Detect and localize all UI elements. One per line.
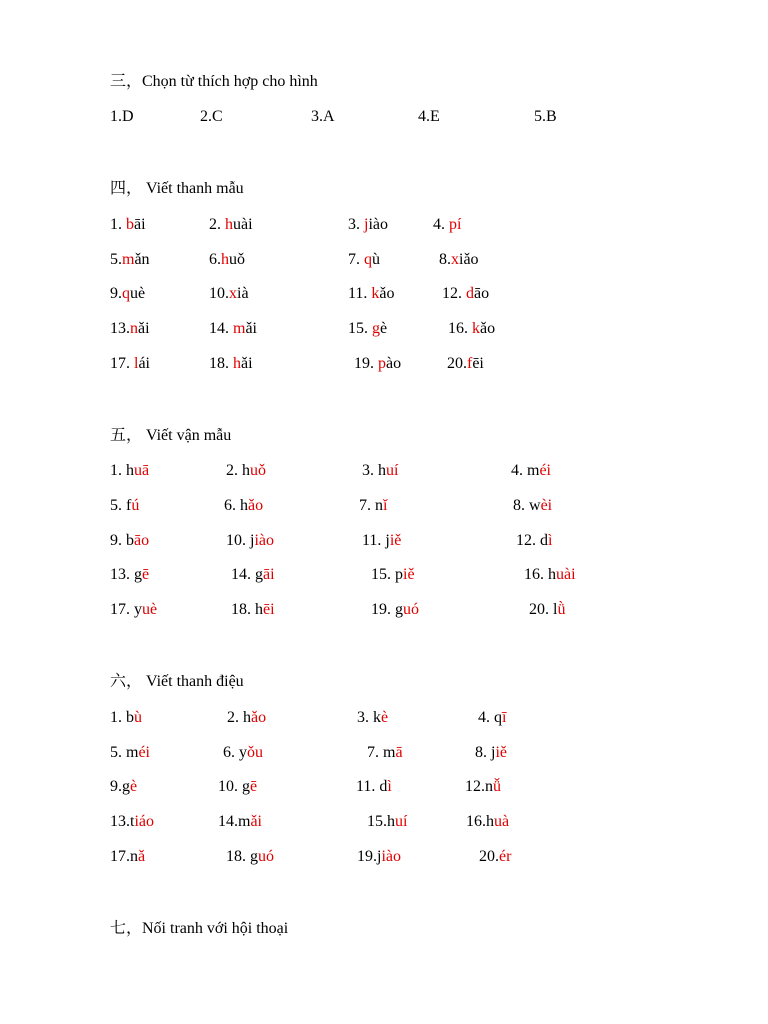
answer-text: āi <box>134 216 146 233</box>
answer-text: ǎi <box>245 320 257 337</box>
answer-highlight: p <box>449 216 457 233</box>
answer-text: 5.B <box>534 108 557 125</box>
answer-text: 8. w <box>513 497 541 514</box>
answer-highlight: uā <box>134 462 150 479</box>
answer-highlight: h <box>233 355 241 372</box>
answer-item <box>209 250 245 270</box>
answer-item <box>529 600 565 620</box>
answer-text: 5. <box>110 251 122 268</box>
answer-highlight: ǚ <box>493 778 501 795</box>
answer-text: 7. m <box>367 744 396 761</box>
answer-text: ào <box>386 355 402 372</box>
answer-item <box>227 708 266 728</box>
section-heading: 六， Viết thanh điệu <box>110 673 244 690</box>
answer-highlight: ǎi <box>250 813 262 830</box>
answer-text: 8. j <box>475 744 496 761</box>
answer-text: 7. <box>348 251 364 268</box>
answer-highlight: k <box>472 320 480 337</box>
answer-item <box>348 284 395 304</box>
answer-text: ià <box>237 285 249 302</box>
answer-item <box>226 531 274 551</box>
answer-item <box>209 354 253 374</box>
answer-item <box>110 743 150 763</box>
answer-item <box>534 107 557 127</box>
answer-text: uài <box>233 216 253 233</box>
answer-item <box>513 496 552 516</box>
answer-highlight: h <box>225 216 233 233</box>
answer-item <box>466 812 509 832</box>
answer-text: 16. h <box>524 566 556 583</box>
answer-text: 19.j <box>357 848 382 865</box>
answer-item <box>110 565 149 585</box>
answer-text: 20. l <box>529 601 558 618</box>
answer-text: 14.m <box>218 813 251 830</box>
answer-highlight: q <box>122 285 130 302</box>
answer-text: 12.n <box>465 778 493 795</box>
answer-item <box>110 354 150 374</box>
answer-text: 13. g <box>110 566 142 583</box>
answer-item <box>110 461 149 481</box>
answer-text: ǎi <box>241 355 253 372</box>
answer-highlight: m <box>233 320 246 337</box>
answer-item <box>311 107 335 127</box>
answer-text: 9. b <box>110 532 134 549</box>
answer-highlight: iào <box>381 848 401 865</box>
answer-item <box>110 215 146 235</box>
answer-text: 2. <box>209 216 225 233</box>
answer-highlight: ú <box>131 497 140 514</box>
answer-text: 10. j <box>226 532 255 549</box>
answer-highlight: uó <box>258 848 274 865</box>
answer-highlight: è <box>381 709 389 726</box>
answer-item <box>447 354 484 374</box>
answer-text: 17.n <box>110 848 138 865</box>
answer-text: 4. <box>433 216 449 233</box>
answer-text: uè <box>130 285 146 302</box>
answer-highlight: iě <box>495 744 507 761</box>
answer-item <box>110 319 150 339</box>
answer-highlight: āo <box>134 532 150 549</box>
answer-text: 10. <box>209 285 229 302</box>
answer-text: 5. m <box>110 744 139 761</box>
answer-text: 15.h <box>367 813 395 830</box>
answer-item <box>348 215 388 235</box>
answer-text: iào <box>368 216 388 233</box>
answer-item <box>110 284 145 304</box>
answer-item <box>367 812 407 832</box>
answer-item <box>110 600 157 620</box>
answer-item <box>110 847 145 867</box>
answer-text: g <box>122 778 130 795</box>
answer-item <box>348 250 380 270</box>
answer-highlight: ǜ <box>557 601 566 618</box>
answer-highlight: uí <box>386 462 399 479</box>
answer-item <box>209 215 253 235</box>
answer-item <box>439 250 479 270</box>
answer-item <box>357 847 401 867</box>
answer-text: 5. f <box>110 497 132 514</box>
answer-text: 4.E <box>418 108 440 125</box>
answer-highlight: b <box>126 216 134 233</box>
answer-text: 2. h <box>227 709 251 726</box>
answer-highlight: p <box>378 355 386 372</box>
answer-text: ǎn <box>134 251 150 268</box>
answer-highlight: iě <box>403 566 415 583</box>
answer-item <box>110 496 139 516</box>
answer-item <box>448 319 495 339</box>
answer-text: 10. g <box>218 778 250 795</box>
answer-highlight: ē <box>250 778 258 795</box>
answer-text: 13.t <box>110 813 135 830</box>
answer-item <box>359 496 387 516</box>
answer-highlight: n <box>130 320 138 337</box>
answer-highlight: éi <box>138 744 150 761</box>
answer-text: 3. k <box>357 709 381 726</box>
answer-text: 20. <box>447 355 467 372</box>
answer-text: 7. n <box>359 497 383 514</box>
answer-text: è <box>380 320 388 337</box>
answer-highlight: è <box>130 778 138 795</box>
answer-text: 19. g <box>371 601 403 618</box>
answer-item <box>356 777 392 797</box>
answer-item <box>224 496 263 516</box>
answer-text: 19. <box>354 355 378 372</box>
answer-text: āo <box>474 285 490 302</box>
answer-item <box>209 284 249 304</box>
answer-text: 3. <box>348 216 364 233</box>
answer-text: 1. h <box>110 462 134 479</box>
section-heading: 四， Viết thanh mẫu <box>110 180 244 197</box>
answer-highlight: ér <box>499 848 512 865</box>
answer-text: 2.C <box>200 108 223 125</box>
answer-text: 2. h <box>226 462 250 479</box>
answer-text: 14. g <box>231 566 263 583</box>
answer-highlight: iào <box>254 532 274 549</box>
answer-highlight: m <box>122 251 135 268</box>
answer-text: 1. <box>110 216 126 233</box>
answer-highlight: x <box>451 251 459 268</box>
answer-highlight: ī <box>502 709 507 726</box>
answer-item <box>442 284 489 304</box>
answer-item <box>357 708 388 728</box>
answer-highlight: ē <box>142 566 150 583</box>
answer-item <box>362 461 398 481</box>
answer-item <box>475 743 507 763</box>
answer-text: 13. <box>110 320 130 337</box>
answer-text: 11. j <box>362 532 390 549</box>
answer-highlight: iáo <box>134 813 154 830</box>
answer-item <box>110 107 134 127</box>
section-heading: 七，Nối tranh với hội thoại <box>110 920 289 937</box>
answer-item <box>209 319 257 339</box>
answer-item <box>110 250 150 270</box>
answer-item <box>478 708 506 728</box>
answer-text: 12. <box>442 285 466 302</box>
answer-text: 17. <box>110 355 134 372</box>
answer-item <box>516 531 552 551</box>
answer-highlight: f <box>467 355 473 372</box>
answer-text: 6. y <box>223 744 247 761</box>
answer-item <box>200 107 223 127</box>
answer-highlight: uè <box>142 601 158 618</box>
answer-text: ái <box>138 355 150 372</box>
answer-text: 14. <box>209 320 233 337</box>
answer-item <box>524 565 576 585</box>
answer-highlight: ǐ <box>383 497 388 514</box>
answer-text: 11. d <box>356 778 388 795</box>
answer-highlight: uǒ <box>250 462 266 479</box>
answer-text: ǎi <box>138 320 150 337</box>
answer-highlight: x <box>229 285 237 302</box>
answer-highlight: k <box>371 285 380 302</box>
answer-text: 15. <box>348 320 372 337</box>
answer-text: 16.h <box>466 813 494 830</box>
answer-highlight: í <box>457 216 462 233</box>
answer-text: 1. b <box>110 709 134 726</box>
answer-item <box>371 600 419 620</box>
answer-item <box>110 812 154 832</box>
answer-item <box>479 847 511 867</box>
answer-highlight: q <box>364 251 372 268</box>
answer-item <box>226 847 274 867</box>
answer-text: 3.A <box>311 108 335 125</box>
answer-text: 6. <box>209 251 221 268</box>
answer-highlight: ǎo <box>248 497 264 514</box>
answer-text: 17. y <box>110 601 142 618</box>
answer-text: 1.D <box>110 108 134 125</box>
answer-text: 6. h <box>224 497 248 514</box>
section-heading: 五， Viết vận mẫu <box>110 427 232 444</box>
answer-text: 18. h <box>231 601 263 618</box>
answer-item <box>223 743 263 763</box>
answer-highlight: āi <box>263 566 275 583</box>
answer-text: 20. <box>479 848 499 865</box>
section-heading: 三，Chọn từ thích hợp cho hình <box>110 73 318 90</box>
answer-item <box>511 461 551 481</box>
answer-item <box>110 708 142 728</box>
answer-highlight: èi <box>540 497 553 514</box>
answer-item <box>218 777 257 797</box>
answer-highlight: g <box>372 320 380 337</box>
answer-text: 4. m <box>511 462 540 479</box>
answer-highlight: ēi <box>263 601 275 618</box>
answer-text: 18. <box>209 355 233 372</box>
answer-highlight: uà <box>494 813 510 830</box>
answer-text: ǎo <box>379 285 395 302</box>
answer-highlight: ù <box>134 709 142 726</box>
answer-highlight: h <box>221 251 229 268</box>
answer-highlight: iě <box>389 532 402 549</box>
answer-highlight: ì <box>387 778 392 795</box>
answer-item <box>465 777 501 797</box>
answer-text: ēi <box>472 355 484 372</box>
answer-text: 16. <box>448 320 472 337</box>
answer-text: 11. <box>348 285 372 302</box>
answer-highlight: ǎo <box>251 709 267 726</box>
answer-item <box>354 354 401 374</box>
answer-highlight: j <box>364 216 369 233</box>
answer-highlight: ǒu <box>247 744 263 761</box>
answer-highlight: ā <box>395 744 403 761</box>
answer-item <box>231 600 275 620</box>
answer-text: uǒ <box>229 251 245 268</box>
answer-text: ǎo <box>480 320 496 337</box>
answer-item <box>371 565 415 585</box>
answer-text: iǎo <box>459 251 479 268</box>
answer-highlight: uó <box>403 601 419 618</box>
answer-item <box>362 531 401 551</box>
answer-text: ù <box>372 251 380 268</box>
answer-text: 3. h <box>362 462 386 479</box>
answer-highlight: d <box>466 285 474 302</box>
answer-item <box>433 215 461 235</box>
answer-highlight: éi <box>539 462 551 479</box>
answer-highlight: ǎ <box>138 848 146 865</box>
answer-text: 9. <box>110 285 122 302</box>
answer-text: 15. p <box>371 566 403 583</box>
answer-item <box>218 812 262 832</box>
answer-item <box>231 565 275 585</box>
answer-text: 4. q <box>478 709 502 726</box>
answer-text: 8. <box>439 251 451 268</box>
answer-item <box>110 531 149 551</box>
answer-text: 12. d <box>516 532 548 549</box>
answer-highlight: ì <box>548 532 553 549</box>
answer-item <box>110 777 137 797</box>
answer-item <box>418 107 440 127</box>
answer-item <box>226 461 266 481</box>
answer-text: 9. <box>110 778 122 795</box>
answer-highlight: uí <box>395 813 408 830</box>
answer-item <box>348 319 387 339</box>
answer-highlight: uài <box>556 566 576 583</box>
answer-item <box>367 743 403 763</box>
answer-text: 18. g <box>226 848 258 865</box>
answer-highlight: l <box>134 355 139 372</box>
